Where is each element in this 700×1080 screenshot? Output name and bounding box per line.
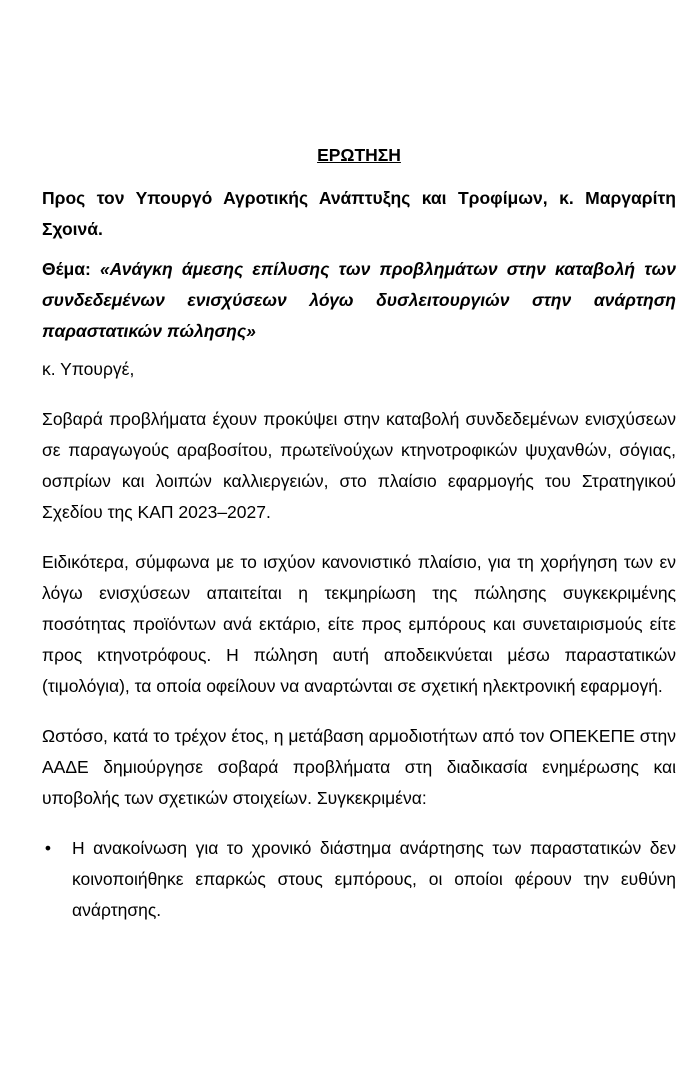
- issues-list: [42, 833, 676, 926]
- subject-title: «Ανάγκη άμεσης επίλυσης των προβλημάτων στην καταβολή των συνδεδεμένων ενισχύσεων λόγω δυσλειτουργιών στην ανάρτηση παραστατικών πώλησης»: [42, 259, 676, 341]
- body-paragraph-3: Ωστόσο, κατά το τρέχον έτος, η μετάβαση αρμοδιοτήτων από τον ΟΠΕΚΕΠΕ στην ΑΑΔΕ δημιούργησε σοβαρά προβλήματα στη διαδικασία ενημέρωσης και υποβολής των σχετικών στοιχείων. Συγκεκριμένα:: [42, 726, 676, 808]
- body-paragraph-2: Ειδικότερα, σύμφωνα με το ισχύον κανονιστικό πλαίσιο, για τη χορήγηση των εν λόγω ενισχύσεων απαιτείται η τεκμηρίωση της πώλησης συγκεκριμένης ποσότητας προϊόντων ανά εκτάριο, είτε προς εμπόρους και συνεταιρισμούς είτε προς κτηνοτρόφους. Η πώληση αυτή αποδεικνύεται μέσω παραστατικών (τιμολόγια), τα οποία οφείλουν να αναρτώνται σε σχετική ηλεκτρονική εφαρμογή.: [42, 552, 676, 696]
- document-page: [42, 140, 676, 926]
- list-item: [42, 833, 676, 926]
- bullet-icon: •: [44, 838, 52, 858]
- salutation: κ. Υπουργέ,: [42, 359, 135, 379]
- document-heading: ΕΡΩΤΗΣΗ: [317, 145, 401, 165]
- subject-line: [42, 254, 676, 347]
- list-item-text: Η ανακοίνωση για το χρονικό διάστημα ανάρτησης των παραστατικών δεν κοινοποιήθηκε επαρκώς στους εμπόρους, οι οποίοι φέρουν την ευθύνη ανάρτησης.: [72, 838, 676, 920]
- recipient-line: Προς τον Υπουργό Αγροτικής Ανάπτυξης και Τροφίμων, κ. Μαργαρίτη Σχοινά.: [42, 188, 676, 239]
- subject-label: Θέμα:: [42, 259, 100, 279]
- body-paragraph-1: Σοβαρά προβλήματα έχουν προκύψει στην καταβολή συνδεδεμένων ενισχύσεων σε παραγωγούς αραβοσίτου, πρωτεϊνούχων κτηνοτροφικών ψυχανθών, σόγιας, οσπρίων και λοιπών καλλιεργειών, στο πλαίσιο εφαρμογής του Στρατηγικού Σχεδίου της ΚΑΠ 2023–2027.: [42, 409, 676, 522]
